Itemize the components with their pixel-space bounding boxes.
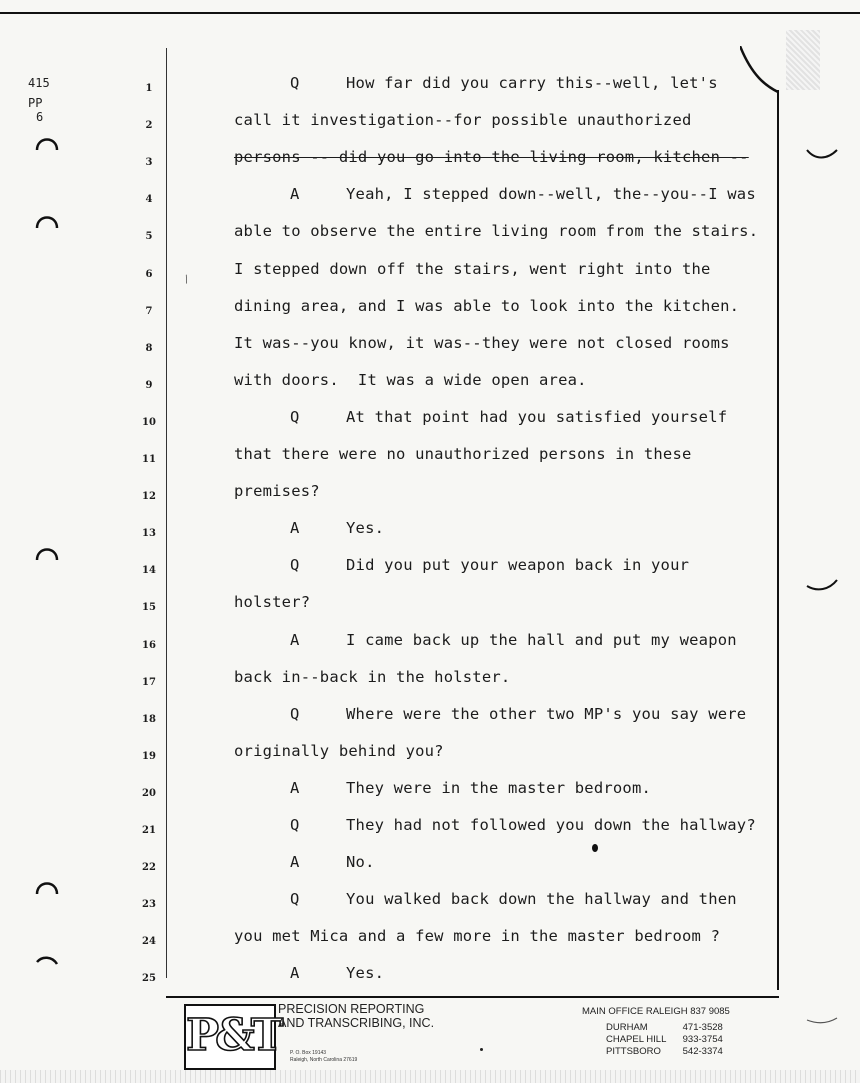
punch-hole-icon bbox=[34, 206, 60, 232]
main-office-phone: 837 9085 bbox=[690, 1006, 730, 1017]
footer-dot bbox=[480, 1048, 483, 1051]
side-curve-mark bbox=[805, 1014, 839, 1028]
transcript-line bbox=[234, 890, 737, 908]
margin-note-pp: PP bbox=[28, 96, 43, 110]
margin-note-page: 415 bbox=[28, 76, 50, 90]
transcript-line bbox=[234, 482, 320, 500]
office-phone: 933-3754 bbox=[682, 1034, 723, 1045]
logo-text: P&T bbox=[186, 1010, 280, 1061]
transcript-line bbox=[234, 408, 727, 426]
line-text: premises? bbox=[234, 482, 320, 500]
line-text: Yes. bbox=[346, 519, 385, 537]
line-number: 19 bbox=[142, 751, 156, 762]
side-curve-mark bbox=[805, 146, 839, 164]
line-number: 2 bbox=[145, 120, 153, 131]
line-text: that there were no unauthorized persons in these bbox=[234, 445, 692, 463]
line-text: holster? bbox=[234, 593, 311, 611]
transcript-line bbox=[234, 111, 692, 129]
office-phone: 542-3374 bbox=[682, 1046, 723, 1057]
firm-address-line2: Raleigh, North Carolina 27619 bbox=[290, 1057, 358, 1063]
line-text: I stepped down off the stairs, went right into the bbox=[234, 260, 711, 278]
line-text: originally behind you? bbox=[234, 742, 444, 760]
line-number: 23 bbox=[142, 899, 156, 910]
line-text: They were in the master bedroom. bbox=[346, 779, 652, 797]
right-border-curve bbox=[740, 46, 800, 106]
line-number: 25 bbox=[142, 973, 156, 984]
transcript-line bbox=[234, 631, 737, 649]
line-number: 24 bbox=[142, 936, 156, 947]
transcript-line bbox=[234, 593, 310, 611]
scan-noise bbox=[0, 1070, 860, 1083]
speaker-label: A bbox=[290, 964, 300, 982]
transcript-line bbox=[234, 519, 384, 537]
line-number: 3 bbox=[145, 157, 153, 168]
line-text: I came back up the hall and put my weapon bbox=[346, 631, 737, 649]
line-number: 21 bbox=[142, 825, 156, 836]
main-office-row bbox=[582, 1006, 730, 1017]
line-text: you met Mica and a few more in the master bedroom ? bbox=[234, 927, 721, 945]
main-office-label: MAIN OFFICE RALEIGH bbox=[582, 1006, 688, 1017]
line-number: 15 bbox=[142, 602, 156, 613]
transcript-line bbox=[234, 556, 689, 574]
speaker-label: Q bbox=[290, 74, 300, 92]
line-text: It was--you know, it was--they were not closed rooms bbox=[234, 334, 730, 352]
speaker-label: Q bbox=[290, 556, 300, 574]
transcript-line bbox=[234, 853, 375, 871]
line-text: Did you put your weapon back in your bbox=[346, 556, 690, 574]
transcript-line bbox=[234, 742, 444, 760]
line-text: able to observe the entire living room from the stairs. bbox=[234, 222, 759, 240]
transcript-line bbox=[234, 705, 746, 723]
left-margin-rule bbox=[166, 48, 167, 978]
line-number: 18 bbox=[142, 714, 156, 725]
line-text: dining area, and I was able to look into the kitchen. bbox=[234, 297, 740, 315]
line-text: Yeah, I stepped down--well, the--you--I was bbox=[346, 185, 756, 203]
office-row bbox=[606, 1046, 723, 1057]
line-number: 16 bbox=[142, 640, 156, 651]
line-text: Yes. bbox=[346, 964, 385, 982]
transcript-line bbox=[234, 260, 711, 278]
speaker-label: A bbox=[290, 853, 300, 871]
speaker-label: Q bbox=[290, 890, 300, 908]
line-number: 7 bbox=[145, 306, 153, 317]
line-text: with doors. It was a wide open area. bbox=[234, 371, 587, 389]
punch-hole-icon bbox=[34, 128, 60, 154]
transcript-line bbox=[234, 779, 651, 797]
line-number: 11 bbox=[142, 454, 156, 465]
transcript-line bbox=[234, 297, 739, 315]
transcript-line bbox=[234, 334, 730, 352]
top-rule bbox=[0, 12, 860, 14]
transcript-line bbox=[234, 222, 758, 240]
line-text: back in--back in the holster. bbox=[234, 668, 511, 686]
margin-note-number: 6 bbox=[36, 110, 44, 124]
punch-hole-icon bbox=[34, 538, 60, 564]
line-number: 17 bbox=[142, 677, 156, 688]
line-text: persons -- did you go into the living room, kitchen -- bbox=[234, 148, 749, 166]
speaker-label: Q bbox=[290, 705, 300, 723]
speaker-label: A bbox=[290, 631, 300, 649]
margin-tick-mark: ⁄ bbox=[179, 271, 193, 287]
line-text: At that point had you satisfied yourself bbox=[346, 408, 728, 426]
transcript-line bbox=[234, 74, 718, 92]
line-number: 8 bbox=[145, 343, 153, 354]
line-text: You walked back down the hallway and then bbox=[346, 890, 737, 908]
transcript-line bbox=[234, 185, 756, 203]
transcript-line bbox=[234, 927, 720, 945]
speaker-label: Q bbox=[290, 408, 300, 426]
office-phone: 471-3528 bbox=[682, 1022, 723, 1033]
line-number: 4 bbox=[145, 194, 153, 205]
ink-dot bbox=[592, 844, 598, 852]
firm-logo bbox=[184, 1004, 280, 1070]
line-text: Where were the other two MP's you say were bbox=[346, 705, 747, 723]
transcript-line bbox=[234, 964, 384, 982]
speaker-label: A bbox=[290, 185, 300, 203]
line-number: 13 bbox=[142, 528, 156, 539]
transcript-line bbox=[234, 816, 756, 834]
transcript-line bbox=[234, 371, 587, 389]
office-row bbox=[606, 1034, 723, 1045]
office-name: DURHAM bbox=[606, 1022, 648, 1033]
speaker-label: A bbox=[290, 519, 300, 537]
office-row bbox=[606, 1022, 723, 1033]
line-number: 22 bbox=[142, 862, 156, 873]
line-text: call it investigation--for possible unauthorized bbox=[234, 111, 692, 129]
speaker-label: Q bbox=[290, 816, 300, 834]
footer bbox=[176, 1000, 776, 1072]
right-margin-rule bbox=[777, 90, 779, 990]
line-text: How far did you carry this--well, let's bbox=[346, 74, 718, 92]
line-number: 12 bbox=[142, 491, 156, 502]
line-text: They had not followed you down the hallway? bbox=[346, 816, 756, 834]
punch-hole-icon bbox=[34, 872, 60, 898]
firm-name-line2: AND TRANSCRIBING, INC. bbox=[278, 1016, 435, 1030]
transcript-line bbox=[234, 668, 510, 686]
office-name: PITTSBORO bbox=[606, 1046, 661, 1057]
line-number: 20 bbox=[142, 788, 156, 799]
transcript-line bbox=[234, 445, 692, 463]
bottom-rule bbox=[166, 996, 779, 998]
line-number: 6 bbox=[145, 269, 153, 280]
line-number: 1 bbox=[145, 83, 153, 94]
line-number: 14 bbox=[142, 565, 156, 576]
punch-hole-icon bbox=[34, 948, 60, 974]
line-number: 9 bbox=[145, 380, 153, 391]
firm-name-line1: PRECISION REPORTING bbox=[278, 1002, 425, 1016]
firm-address-line1: P. O. Box 19143 bbox=[290, 1050, 327, 1056]
line-text: No. bbox=[346, 853, 375, 871]
speaker-label: A bbox=[290, 779, 300, 797]
line-number: 5 bbox=[145, 231, 153, 242]
line-number: 10 bbox=[142, 417, 156, 428]
transcript-line bbox=[234, 148, 749, 166]
office-name: CHAPEL HILL bbox=[606, 1034, 667, 1045]
side-curve-mark bbox=[805, 578, 839, 596]
